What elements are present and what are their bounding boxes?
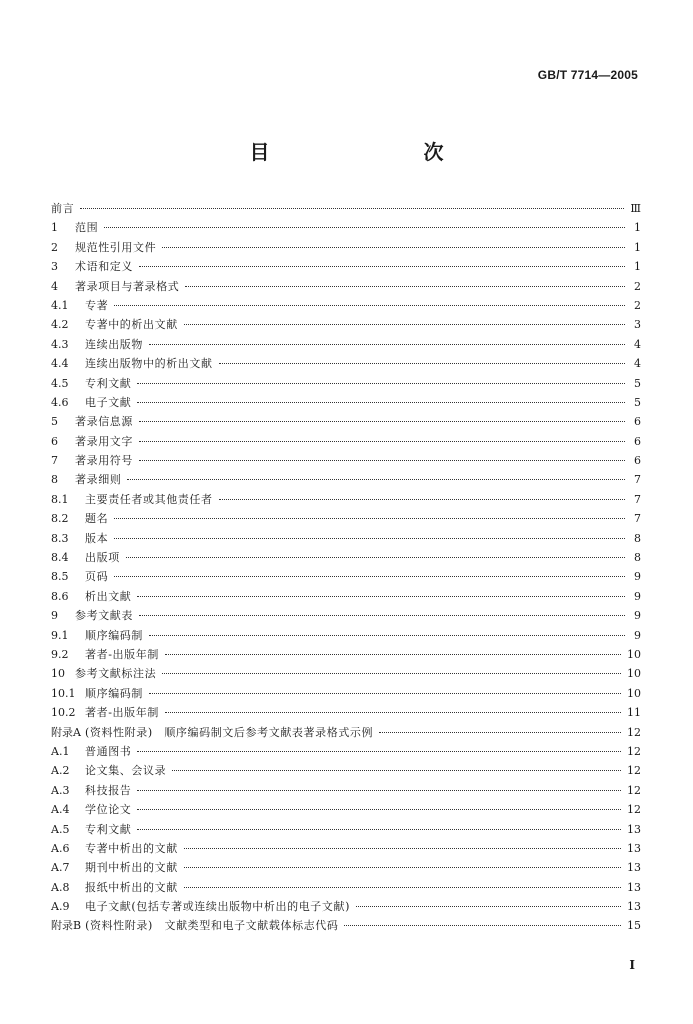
- toc-entry[interactable]: [51, 218, 641, 237]
- toc-leader-dots: [137, 789, 621, 791]
- table-of-contents: [51, 199, 641, 936]
- toc-entry-label: 著录项目与著录格式: [75, 279, 180, 293]
- toc-entry-page: 12: [627, 725, 641, 739]
- toc-entry[interactable]: [51, 664, 641, 683]
- toc-entry[interactable]: [51, 335, 641, 354]
- toc-leader-dots: [172, 769, 621, 771]
- toc-entry-label: 出版项: [85, 551, 120, 565]
- toc-entry[interactable]: [51, 374, 641, 393]
- toc-entry-label: 参考文献表: [75, 609, 133, 623]
- toc-entry-label: 顺序编码制: [85, 628, 143, 642]
- toc-entry[interactable]: [51, 470, 641, 489]
- toc-entry-number: 8.5: [51, 570, 69, 584]
- toc-entry-page: 8: [634, 551, 641, 565]
- toc-entry[interactable]: [51, 315, 641, 334]
- toc-entry-label: 专著中析出的文献: [85, 841, 178, 855]
- toc-entry-number: 4.2: [51, 318, 69, 332]
- toc-entry-page: 4: [634, 357, 641, 371]
- toc-entry[interactable]: [51, 839, 641, 858]
- standard-code: GB/T 7714—2005: [537, 68, 638, 82]
- toc-leader-dots: [184, 847, 621, 849]
- toc-entry-label: 析出文献: [85, 589, 132, 603]
- toc-entry-number: 9.1: [51, 628, 69, 642]
- toc-entry[interactable]: [51, 490, 641, 509]
- toc-entry-number: 附录B: [51, 919, 82, 933]
- toc-entry-label: 电子文献(包括专著或连续出版物中析出的电子文献): [85, 900, 350, 914]
- toc-entry-page: 13: [627, 880, 641, 894]
- toc-entry-number: A.1: [51, 744, 70, 758]
- toc-leader-dots: [344, 924, 621, 926]
- toc-leader-dots: [139, 265, 625, 267]
- toc-entry-number: A.3: [51, 783, 70, 797]
- toc-entry-number: 8.6: [51, 589, 69, 603]
- toc-leader-dots: [114, 517, 625, 519]
- toc-entry-page: 7: [634, 492, 641, 506]
- toc-entry-number: A.6: [51, 841, 70, 855]
- toc-entry-page: 12: [627, 783, 641, 797]
- toc-entry-label: 著录用符号: [75, 454, 133, 468]
- toc-entry-page: 10: [627, 647, 641, 661]
- toc-entry-page: 4: [634, 337, 641, 351]
- toc-entry-page: 9: [634, 589, 641, 603]
- toc-entry-number: 2: [51, 240, 58, 254]
- toc-entry-page: 5: [634, 376, 641, 390]
- toc-leader-dots: [114, 304, 625, 306]
- toc-leader-dots: [137, 808, 621, 810]
- toc-entry-number: 8.4: [51, 551, 69, 565]
- toc-entry[interactable]: [51, 393, 641, 412]
- toc-leader-dots: [219, 498, 625, 500]
- toc-entry-number: 4.4: [51, 357, 69, 371]
- toc-leader-dots: [184, 323, 625, 325]
- toc-entry[interactable]: [51, 684, 641, 703]
- toc-entry[interactable]: [51, 606, 641, 625]
- toc-entry[interactable]: [51, 587, 641, 606]
- toc-entry-page: 6: [634, 434, 641, 448]
- toc-entry[interactable]: [51, 645, 641, 664]
- toc-entry-number: 9: [51, 609, 58, 623]
- toc-entry-label: 参考文献标注法: [75, 667, 157, 681]
- toc-entry-label: 著录信息源: [75, 415, 133, 429]
- toc-entry[interactable]: [51, 626, 641, 645]
- toc-entry-page: 12: [627, 803, 641, 817]
- toc-entry-page: Ⅲ: [630, 202, 641, 215]
- toc-entry[interactable]: [51, 742, 641, 761]
- toc-leader-dots: [126, 556, 625, 558]
- toc-entry-number: 6: [51, 434, 58, 448]
- toc-leader-dots: [149, 692, 621, 694]
- toc-entry[interactable]: [51, 781, 641, 800]
- toc-entry[interactable]: [51, 354, 641, 373]
- toc-entry-number: 3: [51, 260, 58, 274]
- toc-entry[interactable]: [51, 432, 641, 451]
- toc-entry-page: 11: [627, 706, 641, 720]
- toc-entry-page: 13: [627, 822, 641, 836]
- toc-entry-number: 7: [51, 454, 58, 468]
- toc-entry-number: A.7: [51, 861, 70, 875]
- toc-leader-dots: [127, 478, 625, 480]
- toc-entry-label: 普通图书: [85, 744, 132, 758]
- toc-entry-page: 1: [634, 240, 641, 254]
- toc-entry[interactable]: [51, 238, 641, 257]
- toc-leader-dots: [149, 343, 625, 345]
- toc-leader-dots: [162, 246, 625, 248]
- toc-entry-label: 版本: [85, 531, 109, 545]
- toc-leader-dots: [379, 731, 621, 733]
- toc-entry[interactable]: [51, 858, 641, 877]
- toc-entry-label: (资料性附录) 文献类型和电子文献载体标志代码: [85, 919, 339, 933]
- toc-entry-page: 5: [634, 395, 641, 409]
- toc-entry-label: 连续出版物: [85, 337, 143, 351]
- toc-entry-number: 10: [51, 667, 65, 681]
- toc-leader-dots: [114, 575, 625, 577]
- toc-leader-dots: [165, 711, 621, 713]
- toc-entry-number: 10.2: [51, 706, 76, 720]
- toc-entry-page: 3: [634, 318, 641, 332]
- toc-entry-page: 2: [634, 279, 641, 293]
- toc-leader-dots: [137, 750, 621, 752]
- toc-entry-page: 8: [634, 531, 641, 545]
- toc-entry-label: 专著: [85, 298, 109, 312]
- toc-entry-label: 前言: [51, 202, 75, 215]
- toc-entry[interactable]: [51, 703, 641, 722]
- toc-entry-label: 科技报告: [85, 783, 132, 797]
- toc-entry-page: 6: [634, 454, 641, 468]
- toc-leader-dots: [114, 537, 625, 539]
- toc-leader-dots: [137, 595, 625, 597]
- toc-entry-page: 9: [634, 570, 641, 584]
- toc-entry-number: 1: [51, 221, 58, 235]
- toc-entry[interactable]: [51, 529, 641, 548]
- toc-entry-page: 13: [627, 841, 641, 855]
- toc-leader-dots: [137, 382, 625, 384]
- toc-entry-number: 4.1: [51, 298, 69, 312]
- toc-entry-label: 专利文献: [85, 376, 132, 390]
- toc-entry[interactable]: [51, 257, 641, 276]
- toc-entry-label: 范围: [75, 221, 99, 235]
- toc-entry[interactable]: [51, 567, 641, 586]
- toc-entry-page: 12: [627, 764, 641, 778]
- toc-entry[interactable]: [51, 451, 641, 470]
- toc-entry-number: A.4: [51, 803, 70, 817]
- toc-entry-page: 2: [634, 298, 641, 312]
- toc-entry-page: 15: [627, 919, 641, 933]
- toc-entry-label: 论文集、会议录: [85, 764, 167, 778]
- toc-entry-number: 附录A: [51, 725, 81, 739]
- toc-entry-page: 1: [634, 260, 641, 274]
- toc-entry-number: A.5: [51, 822, 70, 836]
- toc-entry-page: 13: [627, 861, 641, 875]
- toc-leader-dots: [184, 886, 621, 888]
- toc-entry[interactable]: [51, 800, 641, 819]
- toc-entry-label: 专利文献: [85, 822, 132, 836]
- toc-entry-number: A.2: [51, 764, 70, 778]
- toc-entry-page: 12: [627, 744, 641, 758]
- toc-entry-number: A.9: [51, 900, 70, 914]
- toc-entry-label: 期刊中析出的文献: [85, 861, 178, 875]
- toc-entry-page: 6: [634, 415, 641, 429]
- toc-entry[interactable]: [51, 412, 641, 431]
- toc-leader-dots: [139, 420, 625, 422]
- toc-entry-page: 13: [627, 900, 641, 914]
- toc-leader-dots: [149, 634, 625, 636]
- toc-entry-number: 4: [51, 279, 58, 293]
- toc-entry-label: 著者-出版年制: [85, 706, 159, 720]
- toc-entry[interactable]: [51, 761, 641, 780]
- toc-entry-page: 9: [634, 609, 641, 623]
- toc-entry-label: 题名: [85, 512, 109, 526]
- toc-entry-label: 著录用文字: [75, 434, 133, 448]
- toc-entry[interactable]: [51, 296, 641, 315]
- toc-entry-label: 电子文献: [85, 395, 132, 409]
- toc-entry-label: 术语和定义: [75, 260, 133, 274]
- toc-entry-label: (资料性附录) 顺序编码制文后参考文献表著录格式示例: [84, 725, 374, 739]
- toc-entry-page: 1: [634, 221, 641, 235]
- toc-entry-page: 10: [627, 686, 641, 700]
- toc-entry-label: 顺序编码制: [85, 686, 143, 700]
- toc-entry-page: 7: [634, 512, 641, 526]
- toc-entry-label: 规范性引用文件: [75, 240, 157, 254]
- toc-entry-number: 8.2: [51, 512, 69, 526]
- toc-entry-number: 4.5: [51, 376, 69, 390]
- toc-leader-dots: [185, 285, 625, 287]
- toc-entry[interactable]: [51, 820, 641, 839]
- toc-leader-dots: [137, 828, 621, 830]
- toc-entry[interactable]: [51, 548, 641, 567]
- toc-leader-dots: [165, 653, 621, 655]
- toc-entry[interactable]: [51, 723, 641, 742]
- toc-entry[interactable]: [51, 509, 641, 528]
- toc-leader-dots: [219, 362, 625, 364]
- toc-entry-number: 5: [51, 415, 58, 429]
- toc-entry-label: 著者-出版年制: [85, 647, 159, 661]
- toc-leader-dots: [104, 226, 625, 228]
- toc-leader-dots: [184, 866, 621, 868]
- toc-leader-dots: [356, 905, 621, 907]
- toc-entry-number: 4.3: [51, 337, 69, 351]
- toc-entry-page: 7: [634, 473, 641, 487]
- toc-entry-label: 报纸中析出的文献: [85, 880, 178, 894]
- toc-entry[interactable]: [51, 199, 641, 218]
- toc-leader-dots: [162, 672, 621, 674]
- toc-leader-dots: [137, 401, 625, 403]
- toc-entry-number: A.8: [51, 880, 70, 894]
- toc-entry-page: 9: [634, 628, 641, 642]
- toc-entry-number: 9.2: [51, 647, 69, 661]
- toc-entry[interactable]: [51, 897, 641, 916]
- toc-entry-number: 8: [51, 473, 58, 487]
- toc-entry-number: 4.6: [51, 395, 69, 409]
- toc-entry-label: 著录细则: [75, 473, 122, 487]
- toc-leader-dots: [139, 440, 625, 442]
- page-folio: I: [629, 958, 635, 972]
- toc-leader-dots: [139, 459, 625, 461]
- toc-entry-number: 8.3: [51, 531, 69, 545]
- toc-entry-number: 8.1: [51, 492, 69, 506]
- toc-entry[interactable]: [51, 878, 641, 897]
- toc-entry[interactable]: [51, 277, 641, 296]
- toc-entry-label: 主要责任者或其他责任者: [85, 492, 213, 506]
- toc-entry-number: 10.1: [51, 686, 76, 700]
- toc-entry[interactable]: [51, 916, 641, 935]
- page-title: 目 次: [249, 140, 482, 164]
- toc-entry-page: 10: [627, 667, 641, 681]
- toc-leader-dots: [80, 207, 624, 209]
- toc-entry-label: 连续出版物中的析出文献: [85, 357, 213, 371]
- toc-entry-label: 学位论文: [85, 803, 132, 817]
- toc-entry-label: 页码: [85, 570, 109, 584]
- toc-leader-dots: [139, 614, 625, 616]
- toc-entry-label: 专著中的析出文献: [85, 318, 178, 332]
